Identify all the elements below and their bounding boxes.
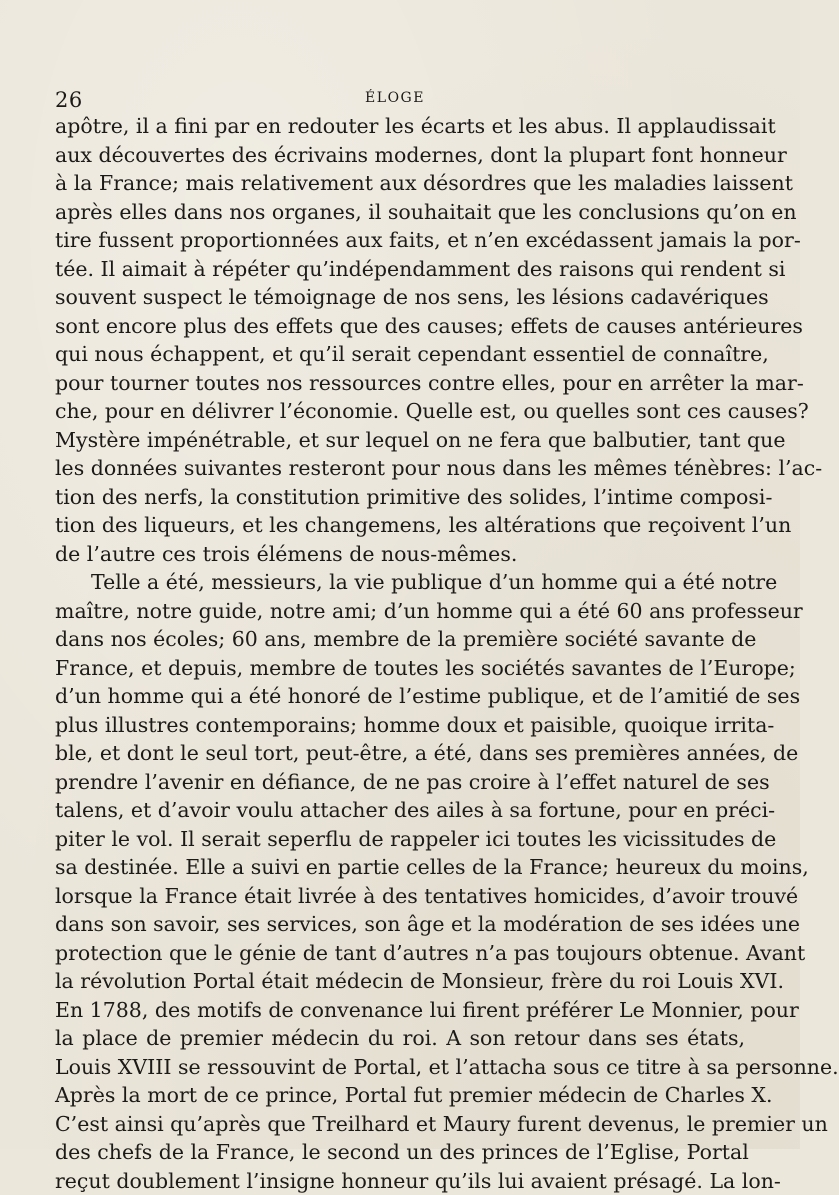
text-line: che, pour en délivrer l’économie. Quelle est, ou quelles sont ces causes? [55, 397, 745, 426]
text-line: C’est ainsi qu’après que Treilhard et Maury furent devenus, le premier un [55, 1110, 745, 1139]
text-line: tion des liqueurs, et les changemens, les altérations que reçoivent l’un [55, 511, 745, 540]
text-line: de l’autre ces trois élémens de nous-mêmes. [55, 540, 745, 569]
text-line: maître, notre guide, notre ami; d’un homme qui a été 60 ans professeur [55, 597, 745, 626]
text-line: aux découvertes des écrivains modernes, dont la plupart font honneur [55, 141, 745, 170]
text-line: lorsque la France était livrée à des tentatives homicides, d’avoir trouvé [55, 882, 745, 911]
text-line: En 1788, des motifs de convenance lui firent préférer Le Monnier, pour [55, 996, 745, 1025]
text-line: France, et depuis, membre de toutes les sociétés savantes de l’Europe; [55, 654, 745, 683]
text-line: souvent suspect le témoignage de nos sens, les lésions cadavériques [55, 283, 745, 312]
text-line: Après la mort de ce prince, Portal fut premier médecin de Charles X. [55, 1081, 745, 1110]
text-line: des chefs de la France, le second un des princes de l’Eglise, Portal [55, 1138, 745, 1167]
text-line: Louis XVIII se ressouvint de Portal, et l’attacha sous ce titre à sa personne. [55, 1053, 745, 1082]
text-line: tire fussent proportionnées aux faits, et n’en excédassent jamais la por- [55, 226, 745, 255]
text-line: talens, et d’avoir voulu attacher des ailes à sa fortune, pour en préci- [55, 796, 745, 825]
text-line: Mystère impénétrable, et sur lequel on ne fera que balbutier, tant que [55, 426, 745, 455]
text-line: prendre l’avenir en défiance, de ne pas croire à l’effet naturel de ses [55, 768, 745, 797]
text-line: les données suivantes resteront pour nous dans les mêmes ténèbres: l’ac- [55, 454, 745, 483]
page-number: 26 [55, 88, 83, 112]
text-line: protection que le génie de tant d’autres n’a pas toujours obtenue. Avant [55, 939, 745, 968]
text-line: sont encore plus des effets que des causes; effets de causes antérieures [55, 312, 745, 341]
text-line: dans nos écoles; 60 ans, membre de la première société savante de [55, 625, 745, 654]
text-line: apôtre, il a fini par en redouter les écarts et les abus. Il applaudissait [55, 112, 745, 141]
text-line: dans son savoir, ses services, son âge et la modération de ses idées une [55, 910, 745, 939]
text-line: tée. Il aimait à répéter qu’indépendamment des raisons qui rendent si [55, 255, 745, 284]
text-line: Telle a été, messieurs, la vie publique d’un homme qui a été notre [55, 568, 745, 597]
text-line: la révolution Portal était médecin de Monsieur, frère du roi Louis XVI. [55, 967, 745, 996]
body-text [55, 112, 745, 1195]
text-line: ble, et dont le seul tort, peut-être, a été, dans ses premières années, de [55, 739, 745, 768]
text-line: tion des nerfs, la constitution primitive des solides, l’intime composi- [55, 483, 745, 512]
text-line: d’un homme qui a été honoré de l’estime publique, et de l’amitié de ses [55, 682, 745, 711]
running-head: ÉLOGE [55, 90, 735, 106]
text-line: piter le vol. Il serait seperflu de rappeler ici toutes les vicissitudes de [55, 825, 745, 854]
text-line: la place de premier médecin du roi. A son retour dans ses états, [55, 1024, 745, 1053]
text-line: pour tourner toutes nos ressources contre elles, pour en arrêter la mar- [55, 369, 745, 398]
text-line: plus illustres contemporains; homme doux et paisible, quoique irrita- [55, 711, 745, 740]
text-line: après elles dans nos organes, il souhaitait que les conclusions qu’on en [55, 198, 745, 227]
text-line: reçut doublement l’insigne honneur qu’ils lui avaient présagé. La lon- [55, 1167, 745, 1195]
text-line: qui nous échappent, et qu’il serait cependant essentiel de connaître, [55, 340, 745, 369]
text-line: à la France; mais relativement aux désordres que les maladies laissent [55, 169, 745, 198]
text-line: sa destinée. Elle a suivi en partie celles de la France; heureux du moins, [55, 853, 745, 882]
